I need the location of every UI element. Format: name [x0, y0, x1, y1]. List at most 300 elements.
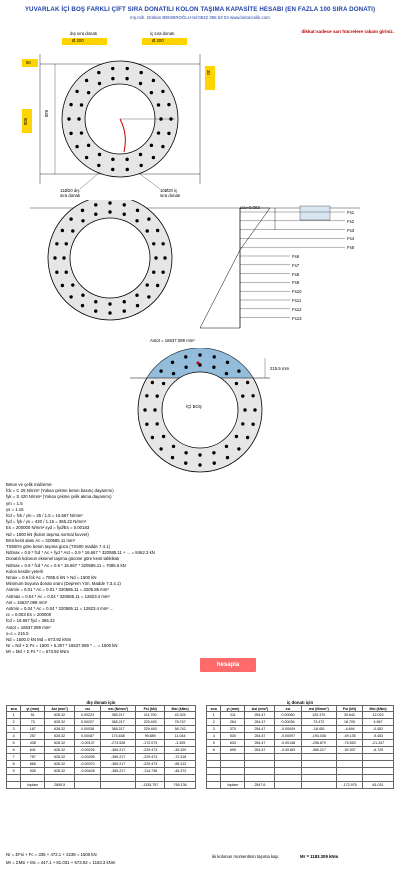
- epsilon-label: εcu=0.003: [240, 205, 260, 210]
- rebar-dot: [61, 229, 64, 232]
- table-cell: 18.705: [336, 719, 362, 726]
- table-cell: -75.553: [336, 740, 362, 747]
- rebar-dot: [123, 309, 126, 312]
- rebar-dot: [97, 164, 100, 167]
- table-row: [7, 768, 196, 775]
- table-cell: -0.452: [363, 726, 394, 733]
- rebar-dot: [71, 283, 74, 286]
- table-cell: -0.00295: [75, 754, 101, 761]
- force-label: Fs12: [292, 306, 302, 312]
- table-row: [207, 733, 394, 740]
- rebar-dot: [139, 164, 142, 167]
- instruction-note: dikkat:sadece sarı hücrelere rakam giriniz.: [301, 29, 394, 34]
- rebar-dot: [69, 295, 72, 298]
- table-cell: 120.370: [301, 712, 336, 719]
- table-cell: 2: [207, 719, 221, 726]
- rebar-dot: [152, 242, 155, 245]
- table-cell: -365.217: [101, 768, 136, 775]
- table-cell: -92.937: [336, 747, 362, 754]
- rebar-dot: [161, 271, 164, 274]
- table-header: sıra: [7, 706, 21, 712]
- calc-line: fcd = fck / γm = 25 / 1.5 = 16.667 N/mm²: [6, 513, 83, 519]
- rebar-dot: [67, 117, 70, 120]
- rebar-dot: [123, 300, 126, 303]
- rebar-dot: [143, 408, 146, 411]
- rebar-dot: [154, 256, 157, 259]
- table-cell: 757: [21, 754, 45, 761]
- table-row: [7, 761, 196, 768]
- rebar-dot: [80, 103, 83, 106]
- table-cell: 628.32: [45, 712, 75, 719]
- table-cell: -46.372: [165, 768, 196, 775]
- calc-line: Brüt kesit alanı Ac = 320585.11 mm²: [6, 537, 76, 543]
- table-cell: -365.217: [101, 754, 136, 761]
- force-label: Fs4: [347, 236, 355, 242]
- rebar-dot: [184, 366, 187, 369]
- table-header: Fsi (kN): [336, 706, 362, 712]
- table-cell: 628.32: [45, 740, 75, 747]
- table-cell: 0.00223: [75, 712, 101, 719]
- table-row: [207, 712, 394, 719]
- inner-bar-input-bg: [142, 38, 187, 45]
- section-drawing-bottom: [0, 348, 400, 478]
- table-cell: 0.00036: [275, 719, 301, 726]
- rebar-dot: [108, 311, 111, 314]
- table-cell: 0.00038: [75, 726, 101, 733]
- calc-line: Nd = 1500.0 kN Md = 673.92 kNm: [6, 637, 72, 643]
- table-cell: 229.493: [136, 719, 165, 726]
- table-cell: -3.305: [165, 740, 196, 747]
- rebar-dot: [145, 394, 148, 397]
- table-cell: 81.031: [363, 782, 394, 789]
- rebar-dot: [123, 203, 126, 206]
- table-cell: 254.47: [245, 712, 275, 719]
- force-label: Fs6: [292, 254, 300, 259]
- table-cell: 370: [221, 726, 245, 733]
- inner-bar-label: iç sıra donatı: [150, 31, 175, 36]
- table-cell: 254.47: [245, 719, 275, 726]
- right-dim[interactable]: 30: [206, 70, 211, 75]
- left-offset-value[interactable]: 50: [26, 60, 31, 65]
- rebar-dot: [94, 300, 97, 303]
- rebar-dot: [69, 132, 72, 135]
- rebar-dot: [184, 461, 187, 464]
- rebar-dot: [139, 71, 142, 74]
- table-cell: 229.493: [136, 726, 165, 733]
- table-cell: -0.00428: [75, 768, 101, 775]
- rebar-dot: [243, 408, 246, 411]
- rebar-dot: [237, 369, 240, 372]
- rebar-dot: [87, 144, 90, 147]
- table-cell: -18.451: [301, 726, 336, 733]
- rebar-dot: [159, 447, 162, 450]
- rebar-dot: [125, 77, 128, 80]
- force-label: Fs2: [347, 218, 355, 224]
- rebar-dot: [125, 158, 128, 161]
- table-row: [7, 712, 196, 719]
- rebar-dot: [213, 355, 216, 358]
- rebar-dot: [151, 436, 154, 439]
- calc-line: Nd = 1500 kN (kolon taşıma normal kuvvet): [6, 531, 89, 537]
- calc-line: Donatılı kolonun eksenel taşıma gücüne göre kesit tahkikatı: [6, 556, 120, 562]
- table-header: Asi (mm²): [45, 706, 75, 712]
- calc-line: Mr = Md + Σ Fs * r = 673.92 kNm: [6, 649, 69, 655]
- table-cell: 73.472: [301, 719, 336, 726]
- table-cell: 99.889: [136, 733, 165, 740]
- rebar-dot: [172, 372, 175, 375]
- rebar-dot: [226, 456, 229, 459]
- rebar-dot: [150, 91, 153, 94]
- table-cell: 7: [7, 754, 21, 761]
- table-cell: 628.32: [45, 747, 75, 754]
- rebar-dot: [139, 82, 142, 85]
- table-header: εsi: [75, 706, 101, 712]
- table-cell: 1: [7, 712, 21, 719]
- rebar-dot: [251, 394, 254, 397]
- calc-line: Astmax = 0.04 * Ac = 0.04 * 320585.11 = 12823.4 mm²: [6, 593, 110, 599]
- table-row: [7, 754, 196, 761]
- calc-line: γs = 1.15: [6, 506, 24, 512]
- rebar-dot: [184, 355, 187, 358]
- table-header: Msi (kNm): [363, 706, 394, 712]
- table-cell: [101, 782, 136, 789]
- calculate-button[interactable]: hesapla: [200, 658, 256, 672]
- outer-bar-table: [6, 700, 196, 789]
- calc-line: fyk = S 420 N/mm² (Yoksa çekme çelik akma dayanımı): [6, 494, 112, 500]
- table-cell: -9.453: [363, 733, 394, 740]
- rebar-dot: [85, 79, 88, 82]
- table-cell: -365.217: [101, 747, 136, 754]
- table-cell: 3: [7, 726, 21, 733]
- table-cell: -0.00009: [275, 726, 301, 733]
- footer-nr: Nr = ΣFsi + Fc = 335 + 472.1 + 2238 = 1500 kN: [6, 852, 97, 857]
- table-cell: 628.32: [45, 733, 75, 740]
- rebar-dot: [62, 256, 65, 259]
- rebar-dot: [152, 79, 155, 82]
- rebar-dot: [162, 435, 165, 438]
- rebar-dot: [226, 361, 229, 364]
- outer-bar-callout: 11Ø20 dış sıra donatı: [60, 188, 81, 198]
- table-cell: -0.00137: [75, 740, 101, 747]
- rebar-dot: [69, 217, 72, 220]
- table-row: [207, 719, 394, 726]
- calc-line: εc = 0.003 Es = 200000: [6, 612, 52, 618]
- section-drawing-top: [0, 24, 400, 214]
- table-header: εsi: [275, 706, 301, 712]
- table-cell: -273.528: [101, 740, 136, 747]
- author-line: Inş.mih. Gürkan BEKBIROĞLU-tel:0532 356 63 04 www.betoncelik.com: [130, 15, 270, 20]
- table-cell: 5: [207, 740, 221, 747]
- table-cell: 73: [21, 719, 45, 726]
- calc-line: Ndmax = 0.6 * fcd * Ac = 0.6 * 16.667 * 320585.11 = 7085.6 kN: [6, 562, 126, 568]
- rebar-dot: [136, 209, 139, 212]
- table-cell: 11.044: [165, 733, 196, 740]
- table-cell: toplam: [221, 782, 245, 789]
- table-cell: -193.038: [301, 733, 336, 740]
- force-label: Fs8: [292, 271, 300, 277]
- table-cell: 5: [7, 740, 21, 747]
- table-row: [207, 747, 394, 754]
- rebar-dot: [184, 451, 187, 454]
- table-header: σsi (N/mm²): [301, 706, 336, 712]
- rebar-dot: [80, 131, 83, 134]
- rebar-dot: [81, 294, 84, 297]
- table-cell: 1: [207, 712, 221, 719]
- table-row: [7, 733, 196, 740]
- table-cell: -72.318: [165, 754, 196, 761]
- table-cell: -0.00225: [75, 747, 101, 754]
- table-cell: 438: [21, 740, 45, 747]
- neutral-axis-depth: 215.5 mm: [270, 366, 290, 371]
- rebar-dot: [139, 153, 142, 156]
- table-cell: -229.473: [136, 747, 165, 754]
- table-cell: 866: [21, 761, 45, 768]
- rebar-dot: [235, 435, 238, 438]
- diameter-value[interactable]: 800: [23, 118, 28, 126]
- rebar-dot: [212, 451, 215, 454]
- rebar-dot: [253, 408, 256, 411]
- table-cell: 254.47: [245, 733, 275, 740]
- force-label: Fs1: [347, 210, 355, 215]
- table-cell: 43.325: [165, 712, 196, 719]
- table-cell: 690: [221, 747, 245, 754]
- rebar-dot: [145, 423, 148, 426]
- rebar-dot: [135, 219, 138, 222]
- table-cell: 2895.5: [45, 782, 75, 789]
- rebar-dot: [171, 361, 174, 364]
- rebar-dot: [241, 394, 244, 397]
- table-cell: 8: [7, 761, 21, 768]
- force-label: Fs5: [347, 245, 355, 251]
- force-label: Fs10: [292, 289, 302, 295]
- table-row: [7, 740, 196, 747]
- rebar-dot: [98, 82, 101, 85]
- rebar-dot: [111, 67, 114, 70]
- rebar-dot: [161, 145, 164, 148]
- table-header: sıra: [207, 706, 221, 712]
- rebar-dot: [157, 131, 160, 134]
- rebar-dot: [146, 283, 149, 286]
- table-cell: 0.00087: [75, 733, 101, 740]
- calc-line: Ast = 16537.089 mm²: [6, 599, 48, 605]
- table-cell: 6: [207, 747, 221, 754]
- calc-line: Nmax = 0.6 fck Ac = 7085.6 kN > Nd = 1500 kN: [6, 575, 97, 581]
- force-label: Fs13: [292, 315, 302, 321]
- rebar-dot: [97, 71, 100, 74]
- table-cell: -35.320: [165, 747, 196, 754]
- table-cell: 264: [221, 719, 245, 726]
- strain-diagram: [0, 200, 400, 335]
- calc-line: TS500'e göre beton taşıma gücü (TS500 madde 7.4.1): [6, 544, 111, 550]
- rebar-dot: [94, 203, 97, 206]
- total-steel-area: Astot = 16537.089 mm²: [150, 338, 195, 343]
- table-row: [207, 740, 394, 747]
- table-cell: -172.073: [136, 740, 165, 747]
- table-cell: -365.217: [301, 747, 336, 754]
- rebar-dot: [98, 153, 101, 156]
- inner-bar-callout: 10Ø20 iç sıra donatı: [160, 188, 181, 198]
- table-cell: 9: [7, 768, 21, 775]
- rebar-dot: [136, 304, 139, 307]
- calc-line: fck = C 25 N/mm² (Yoksa çekme beton basınç dayanımı): [6, 488, 114, 494]
- table-cell: 58.742: [165, 726, 196, 733]
- calc-line: Es = 200000 N/mm² εyd = fyd/Es = 0.00183: [6, 525, 90, 531]
- table-cell: -21.347: [363, 740, 394, 747]
- rebar-dot: [156, 394, 159, 397]
- table-cell: 628.32: [45, 754, 75, 761]
- table-cell: -296.870: [301, 740, 336, 747]
- table-row: [7, 719, 196, 726]
- rebar-dot: [123, 213, 126, 216]
- rebar-dot: [161, 242, 164, 245]
- rebar-dot: [94, 309, 97, 312]
- calc-line: fcd = 16.667 fyd = 365.22: [6, 618, 55, 624]
- table-cell: 2547.6: [245, 782, 275, 789]
- table-cell: 765.136: [165, 782, 196, 789]
- rebar-dot: [159, 369, 162, 372]
- table-cell: -365.217: [101, 761, 136, 768]
- rebar-dot: [55, 242, 58, 245]
- table-row: [7, 747, 196, 754]
- table-cell: toplam: [21, 782, 45, 789]
- table-cell: 365.217: [101, 712, 136, 719]
- table-cell: 628.32: [45, 761, 75, 768]
- table-header: Msi (kNm): [165, 706, 196, 712]
- calc-line: x=c = 215.5: [6, 630, 29, 636]
- rebar-dot: [85, 156, 88, 159]
- table-cell: -0.00097: [275, 733, 301, 740]
- table-cell: 51: [21, 712, 45, 719]
- rebar-dot: [75, 90, 78, 93]
- table-cell: [275, 782, 301, 789]
- table-cell: 628.32: [45, 768, 75, 775]
- table-cell: 6: [7, 747, 21, 754]
- force-label: Fs3: [347, 227, 355, 233]
- rebar-dot: [126, 67, 129, 70]
- rebar-dot: [235, 382, 238, 385]
- table-cell: 254.47: [245, 740, 275, 747]
- table-total-row: [7, 782, 196, 789]
- rebar-dot: [75, 145, 78, 148]
- rebar-dot: [163, 256, 166, 259]
- rebar-dot: [251, 423, 254, 426]
- table-cell: [301, 782, 336, 789]
- rebar-dot: [156, 284, 159, 287]
- rebar-dot: [77, 117, 80, 120]
- inner-table-title: iç donatı için: [286, 700, 314, 705]
- table-cell: 3: [207, 726, 221, 733]
- table-cell: 628.32: [45, 726, 75, 733]
- table-header: yi (mm): [221, 706, 245, 712]
- rebar-dot: [81, 209, 84, 212]
- table-cell: -0.00148: [275, 740, 301, 747]
- calc-line: Astot = 16537.089 mm²: [6, 624, 51, 630]
- result-label: iki kolonun momentinin taşıma kap.: [212, 854, 280, 859]
- rebar-dot: [198, 463, 201, 466]
- result-value: Mr = 1183.309 kNm: [300, 854, 339, 859]
- rebar-dot: [246, 436, 249, 439]
- table-cell: -6.729: [363, 747, 394, 754]
- table-cell: 634: [221, 740, 245, 747]
- calc-line: Ndmax = 0.9 * fcd * Ac + fyd * Ast = 0.9 * 16.667 * 320585.11 + ... = 8462.3 kN: [6, 550, 155, 556]
- rebar-dot: [246, 381, 249, 384]
- table-cell: -229.473: [136, 754, 165, 761]
- table-cell: 2: [7, 719, 21, 726]
- table-cell: 0.00207: [75, 719, 101, 726]
- table-cell: -0.00183: [275, 747, 301, 754]
- rebar-dot: [198, 353, 201, 356]
- rebar-dot: [108, 302, 111, 305]
- rebar-dot: [212, 366, 215, 369]
- table-cell: [75, 782, 101, 789]
- top-center-label: İÇİ BOŞ: [106, 101, 122, 106]
- table-cell: 4: [207, 733, 221, 740]
- table-cell: 114.750: [136, 712, 165, 719]
- calc-line: Astmin = 0.04 * Ac = 0.04 * 320585.11 = 12823.4 mm² ...: [6, 606, 114, 612]
- rebar-dot: [225, 445, 228, 448]
- rebar-dot: [94, 213, 97, 216]
- table-cell: 254.47: [245, 726, 275, 733]
- inner-bar-input[interactable]: Ø 200: [152, 38, 164, 43]
- rebar-dot: [81, 304, 84, 307]
- rebar-dot: [111, 168, 114, 171]
- rebar-dot: [146, 229, 149, 232]
- table-cell: 174.638: [101, 733, 136, 740]
- table-cell: 935: [21, 768, 45, 775]
- table-cell: -172.975: [336, 782, 362, 789]
- rebar-dot: [147, 295, 150, 298]
- rebar-dot: [241, 422, 244, 425]
- dim-840: 840: [44, 110, 49, 118]
- table-cell: 30.642: [336, 712, 362, 719]
- inner-bar-table: [206, 700, 394, 789]
- rebar-dot: [153, 408, 156, 411]
- table-cell: 0.00060: [275, 712, 301, 719]
- table-cell: -229.473: [136, 761, 165, 768]
- rebar-dot: [135, 294, 138, 297]
- table-cell: 641: [21, 747, 45, 754]
- outer-bar-label: dış sıra donatı: [70, 31, 98, 36]
- table-cell: 211: [221, 712, 245, 719]
- rebar-dot: [237, 447, 240, 450]
- calc-line: Kolon kesitin yeterli: [6, 568, 44, 574]
- rebar-dot: [150, 144, 153, 147]
- rebar-dot: [198, 453, 201, 456]
- bottom-center-label: İÇİ BOŞ: [186, 404, 202, 409]
- rebar-dot: [167, 132, 170, 135]
- table-cell: -49.135: [336, 733, 362, 740]
- table-cell: 4.967: [363, 719, 394, 726]
- table-total-row: [207, 782, 394, 789]
- table-cell: 4: [7, 733, 21, 740]
- calc-line: Minimum boyuna donatı oranı (Deprem Yön. Madde 7.3.4.1): [6, 581, 121, 587]
- table-cell: -4.694: [336, 726, 362, 733]
- rebar-dot: [108, 201, 111, 204]
- rebar-dot: [65, 271, 68, 274]
- rebar-dot: [111, 77, 114, 80]
- rebar-dot: [81, 219, 84, 222]
- calc-line: Astmin = 0.01 * Ac = 0.01 * 320585.11 = 3205.85 mm²: [6, 587, 109, 593]
- outer-bar-input[interactable]: Ø 200: [72, 38, 84, 43]
- table-header: σsi (N/mm²): [101, 706, 136, 712]
- table-cell: 187: [21, 726, 45, 733]
- table-cell: 530: [221, 733, 245, 740]
- table-header: Fsi (kN): [136, 706, 165, 712]
- rebar-dot: [147, 217, 150, 220]
- table-cell: 12.023: [363, 712, 394, 719]
- table-cell: -1335.757: [136, 782, 165, 789]
- rebar-dot: [111, 158, 114, 161]
